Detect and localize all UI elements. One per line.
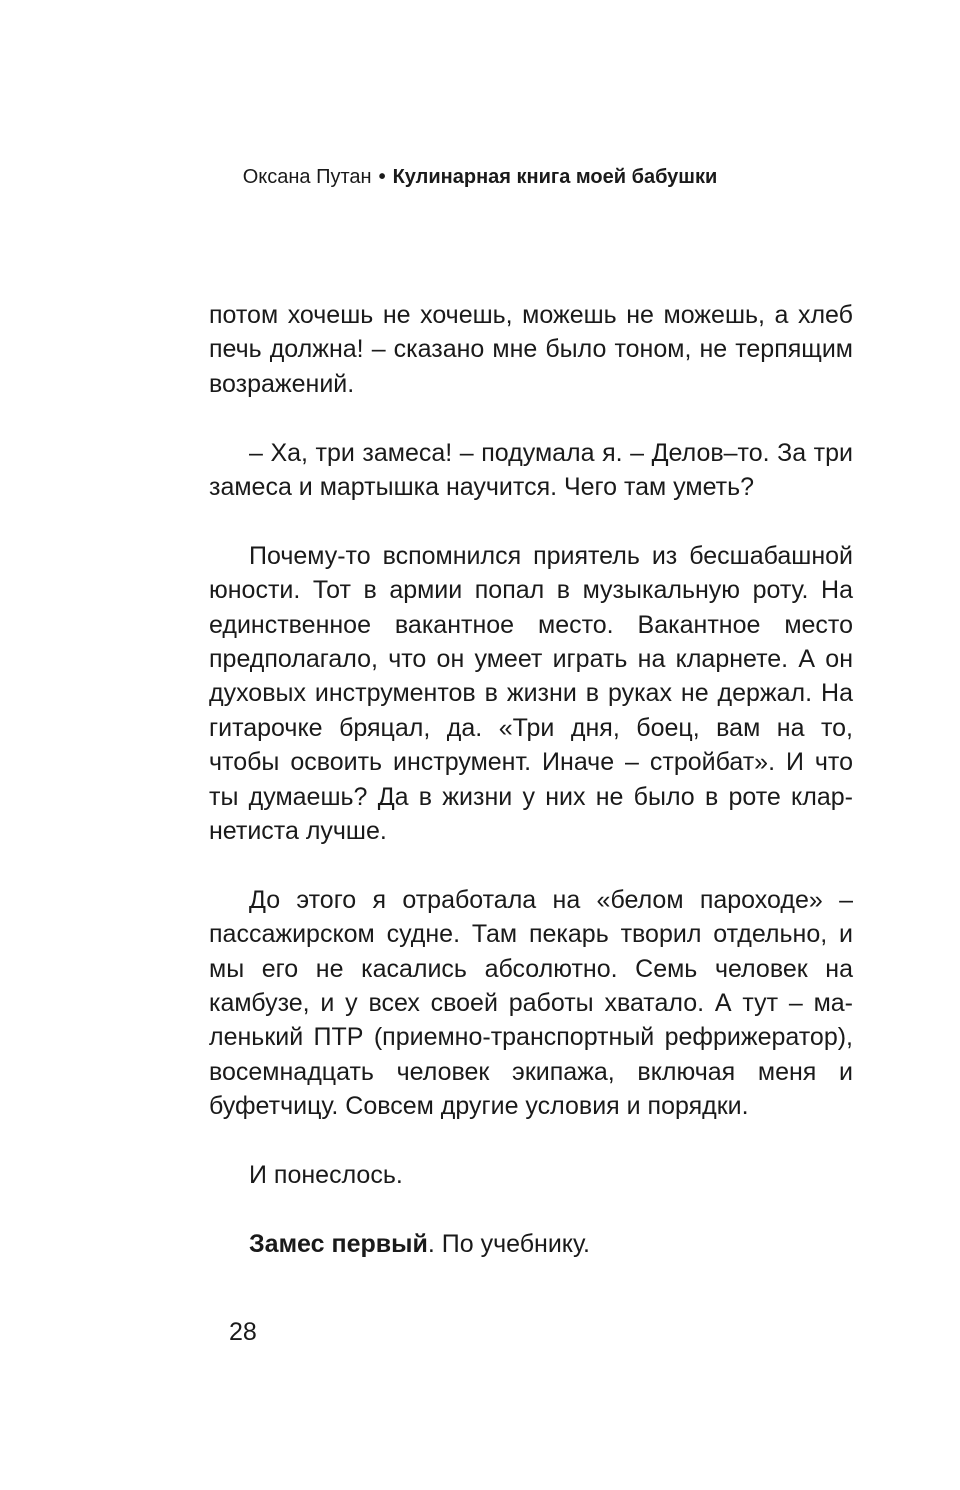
paragraph-2: – Ха, три замеса! – подумала я. – Делов–то. За три замеса и мартышка научится. Чего там уметь? (209, 438, 853, 502)
paragraph-5: И понеслось. (249, 1161, 403, 1190)
body-text (209, 298, 853, 1261)
paragraph-6 (209, 1227, 853, 1261)
header-separator: • (378, 166, 386, 188)
section-heading-rest: . По учебнику. (427, 1229, 590, 1258)
paragraph-4: До этого я отработала на «белом пароходе» – пассажирском судне. Там пекарь творил отдельно, и мы его не касались абсолютно. Семь человек на камбузе, и у всех своей работы хватало. А тут – маленький ПТР (приемно-транспортный рефрижератор), восемнадцать человек экипажа, включая меня и буфетчицу. Совсем другие условия и порядки. (209, 885, 853, 1121)
section-heading-inline: Замес первый (249, 1229, 428, 1258)
header-author: Оксана Путан (242, 166, 372, 188)
paragraph-3: Почему-то вспомнился приятель из бесшабашной юности. Тот в армии попал в музыкальную роту. На единственное вакантное место. Вакантное место предполагало, что он умеет играть на кларнете. А он духовых инструментов в жизни в руках не держал. На гитарочке бряцал, да. «Три дня, боец, вам на то, чтобы освоить инструмент. Иначе – стройбат». И что ты думаешь? Да в жизни у них не было в роте кларнетиста лучше. (209, 541, 853, 846)
header-book-title: Кулинарная книга моей бабушки (392, 166, 718, 188)
running-header (0, 163, 960, 191)
page-number: 28 (229, 1318, 257, 1346)
paragraph-1: потом хочешь не хочешь, можешь не можешь, а хлеб печь должна! – сказано мне было тоном, не терпящим возражений. (209, 301, 853, 398)
